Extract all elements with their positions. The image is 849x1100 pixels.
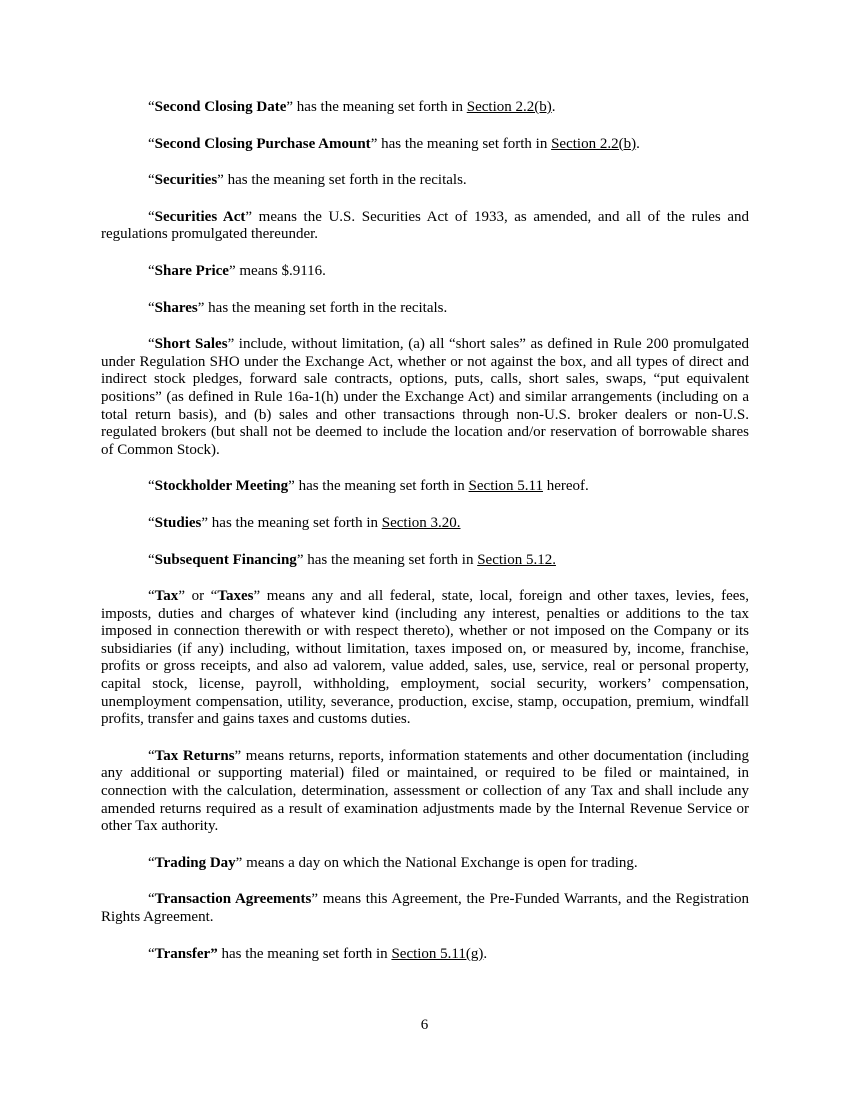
close-quote: ” [288,478,295,495]
defined-term: Trading Day [154,854,236,871]
definition-shares [101,300,749,318]
open-quote: “ [148,514,155,531]
definition-share-price [101,263,749,281]
definition-trading-day [101,855,749,873]
definition-text: means this Agreement, the Pre-Funded Warrants, and the Registration Rights Agreement. [101,891,749,925]
definition-text: has the meaning set forth in the recitals. [204,299,448,316]
defined-term: Shares [154,299,198,316]
definition-tax [101,588,749,729]
definition-transfer [101,946,749,964]
defined-term: Stockholder Meeting [154,478,289,495]
open-quote: “ [148,854,155,871]
definition-text: has the meaning set forth in [377,135,552,152]
close-quote: ” [228,262,236,279]
section-reference: Section 2.2(b) [551,135,637,152]
definition-studies [101,515,749,533]
defined-term: Tax [154,588,179,605]
close-quote: ” [370,135,378,152]
close-quote: ” [197,299,205,316]
definition-second-closing-date [101,99,749,117]
definition-tail: . [551,99,556,115]
close-quote: ” [286,99,294,115]
defined-term: Tax Returns [154,747,235,764]
open-quote: “ [148,478,155,495]
page-number: 6 [420,1017,429,1033]
open-quote: “ [148,551,155,568]
definition-tax-returns [101,748,749,836]
definition-text: has the meaning set forth in [293,99,467,115]
definition-tail: . [483,945,488,962]
close-quote: ” [201,514,209,531]
open-quote: “ [148,99,155,115]
definition-text: means a day on which the National Exchange is open for trading. [242,854,638,871]
definition-text: means returns, reports, information statements and other documentation (including any additional or supporting material) filed or maintained, or required to be filed or maintained, in connection with the calculation, determination, assessment or collection of any Tax and shall include any amended returns required as a result of examination adjustments made by the Internal Revenue Service or other Tax authority. [101,747,749,835]
close-quote: ” [245,208,253,225]
close-quote: ” [227,336,235,353]
definition-subsequent-financing [101,552,749,570]
definition-text: has the meaning set forth in [208,514,382,531]
definition-securities-act [101,209,749,244]
quote-separator: ” or “ [178,588,218,605]
definition-text: has the meaning set forth in [217,945,392,962]
defined-term: Subsequent Financing [154,551,297,568]
definition-tail: hereof. [542,478,589,495]
defined-term: Share Price [154,262,229,279]
definition-tail: . [636,135,640,152]
section-reference: Section 2.2(b) [466,99,552,115]
open-quote: “ [148,588,155,605]
open-quote: “ [148,135,155,152]
close-quote: ” [234,747,242,764]
section-reference: Section 5.11(g) [391,945,484,962]
defined-term: Second Closing Purchase Amount [154,135,371,152]
open-quote: “ [148,336,155,353]
open-quote: “ [148,262,155,279]
open-quote: “ [148,891,155,908]
definition-text: means any and all federal, state, local, foreign and other taxes, levies, fees, imposts, duties and charges of whatever kind (including any interest, penalties or additions to the tax imposed in connection therewith or with respect thereto), whether or not imposed on the Company or its subsidiaries (if any) including, without limitation, taxes imposed on, or measured by, income, franchise, profits or gross receipts, and also ad valorem, value added, sales, use, service, real or personal property, capital stock, license, payroll, withholding, employment, social security, workers’ compensation, unemployment compensation, utility, severance, production, excise, stamp, occupation, premium, windfall profits, transfer and gains taxes and customs duties. [101,588,750,728]
defined-term: Studies [154,514,202,531]
open-quote: “ [148,172,155,189]
definition-short-sales [101,336,749,459]
open-quote: “ [148,945,155,962]
defined-term: Short Sales [154,336,228,353]
defined-term: Transaction Agreements [154,891,312,908]
definition-text: has the meaning set forth in the recitals. [223,172,467,189]
open-quote: “ [148,299,155,316]
open-quote: “ [148,208,155,225]
close-quote: ” [311,891,318,908]
defined-term-alt: Taxes [217,588,254,605]
definition-securities [101,172,749,190]
close-quote: ” [296,551,304,568]
defined-term: Securities [154,172,218,189]
defined-term: Transfer” [154,945,218,962]
definition-text: include, without limitation, (a) all “short sales” as defined in Rule 200 promulgated under Regulation SHO under the Exchange Act, whether or not against the box, and all types of direct and indirect stock pledges, forward sale contracts, options, puts, calls, short sales, swaps, “put equivalent positions” (as defined in Rule 16a-1(h) under the Exchange Act) and similar arrangements (including on a total return basis), and (b) sales and other transactions through non-U.S. broker dealers or non-U.S. regulated brokers (but shall not be deemed to include the location and/or reservation of borrowable shares of Common Stock). [101,336,749,458]
section-reference: Section 5.12. [477,551,556,568]
section-reference: Section 3.20. [381,514,461,531]
definition-text: means the U.S. Securities Act of 1933, as amended, and all of the rules and regulations promulgated thereunder. [101,208,750,243]
close-quote: ” [253,588,261,605]
definition-stockholder-meeting [101,478,749,496]
definition-text: has the meaning set forth in [294,478,469,495]
open-quote: “ [148,747,155,764]
close-quote: ” [217,172,224,189]
definition-text: has the meaning set forth in [303,551,478,568]
defined-term: Second Closing Date [154,99,287,115]
close-quote: ” [235,854,243,871]
definition-second-closing-purchase-amount [101,136,749,154]
defined-term: Securities Act [154,208,246,225]
definition-transaction-agreements [101,891,749,926]
definition-text: means $.9116. [235,262,326,279]
section-reference: Section 5.11 [468,478,543,495]
